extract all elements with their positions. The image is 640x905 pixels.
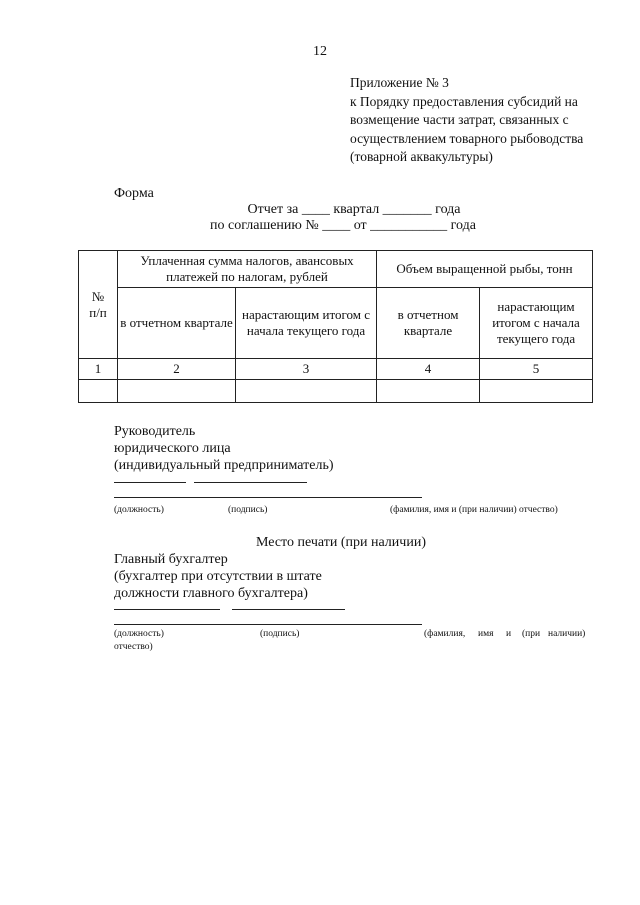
agreement-line: по соглашению № ____ от ___________ года	[210, 218, 476, 233]
accountant-caption-name-2: имя	[478, 629, 494, 639]
head-line: (индивидуальный предприниматель)	[114, 458, 334, 473]
accountant-line: (бухгалтер при отсутствии в штате	[114, 569, 322, 584]
header-row-number: № п/п	[79, 251, 118, 359]
header-taxes-quarter: в отчетном квартале	[118, 288, 236, 359]
appendix-line: возмещение части затрат, связанных с	[350, 112, 569, 127]
header-fish-group: Объем выращенной рыбы, тонн	[377, 251, 593, 288]
empty-input-cell[interactable]	[79, 380, 118, 403]
column-number-row	[79, 359, 593, 380]
page-number: 12	[313, 44, 327, 59]
accountant-caption-name-4: (при	[522, 629, 541, 639]
empty-input-cell[interactable]	[480, 380, 593, 403]
empty-input-cell[interactable]	[118, 380, 236, 403]
head-signature-label	[114, 423, 334, 474]
head-line: юридического лица	[114, 441, 231, 456]
accountant-position-line[interactable]	[114, 609, 220, 610]
accountant-caption-signature: (подпись)	[260, 629, 300, 639]
stamp-place: Место печати (при наличии)	[256, 535, 426, 550]
header-fish-quarter: в отчетном квартале	[377, 288, 480, 359]
head-line: Руководитель	[114, 424, 196, 439]
head-signature-line[interactable]	[194, 482, 307, 483]
column-number-cell: 2	[118, 359, 236, 380]
header-fish-cumulative: нарастающим итогом с начала текущего года	[480, 288, 593, 359]
head-position-line[interactable]	[114, 482, 186, 483]
accountant-caption-name-3: и	[506, 629, 512, 639]
empty-input-cell[interactable]	[236, 380, 377, 403]
head-caption-position: (должность)	[114, 505, 164, 515]
empty-input-cell[interactable]	[377, 380, 480, 403]
appendix-line: (товарной аквакультуры)	[350, 149, 493, 164]
appendix-line: Приложение № 3	[350, 75, 449, 90]
accountant-caption-name-1: (фамилия,	[424, 629, 466, 639]
column-number-cell: 4	[377, 359, 480, 380]
head-name-line[interactable]	[114, 497, 422, 498]
appendix-line: к Порядку предоставления субсидий на	[350, 93, 578, 109]
appendix-line: осуществлением товарного рыбоводства	[350, 130, 584, 146]
head-caption-name: (фамилия, имя и (при наличии) отчество)	[390, 505, 558, 515]
accountant-caption-name-6: отчество)	[114, 642, 153, 652]
accountant-caption-position: (должность)	[114, 629, 164, 639]
header-taxes-cumulative: нарастающим итогом с начала текущего года	[236, 288, 377, 359]
form-label: Форма	[114, 186, 154, 201]
accountant-line: должности главного бухгалтера)	[114, 586, 308, 601]
table-row	[79, 380, 593, 403]
column-number-cell: 3	[236, 359, 377, 380]
report-table	[78, 250, 593, 403]
appendix-header	[350, 74, 583, 167]
accountant-signature-line[interactable]	[232, 609, 345, 610]
head-caption-signature: (подпись)	[228, 505, 268, 515]
accountant-name-line[interactable]	[114, 624, 422, 625]
report-title: Отчет за ____ квартал _______ года	[247, 202, 461, 217]
accountant-signature-label	[114, 551, 322, 602]
accountant-line: Главный бухгалтер	[114, 552, 228, 567]
accountant-caption-name-5: наличии)	[548, 629, 586, 639]
header-taxes-group: Уплаченная сумма налогов, авансовых платежей по налогам, рублей	[118, 251, 377, 288]
column-number-cell: 5	[480, 359, 593, 380]
column-number-cell: 1	[79, 359, 118, 380]
